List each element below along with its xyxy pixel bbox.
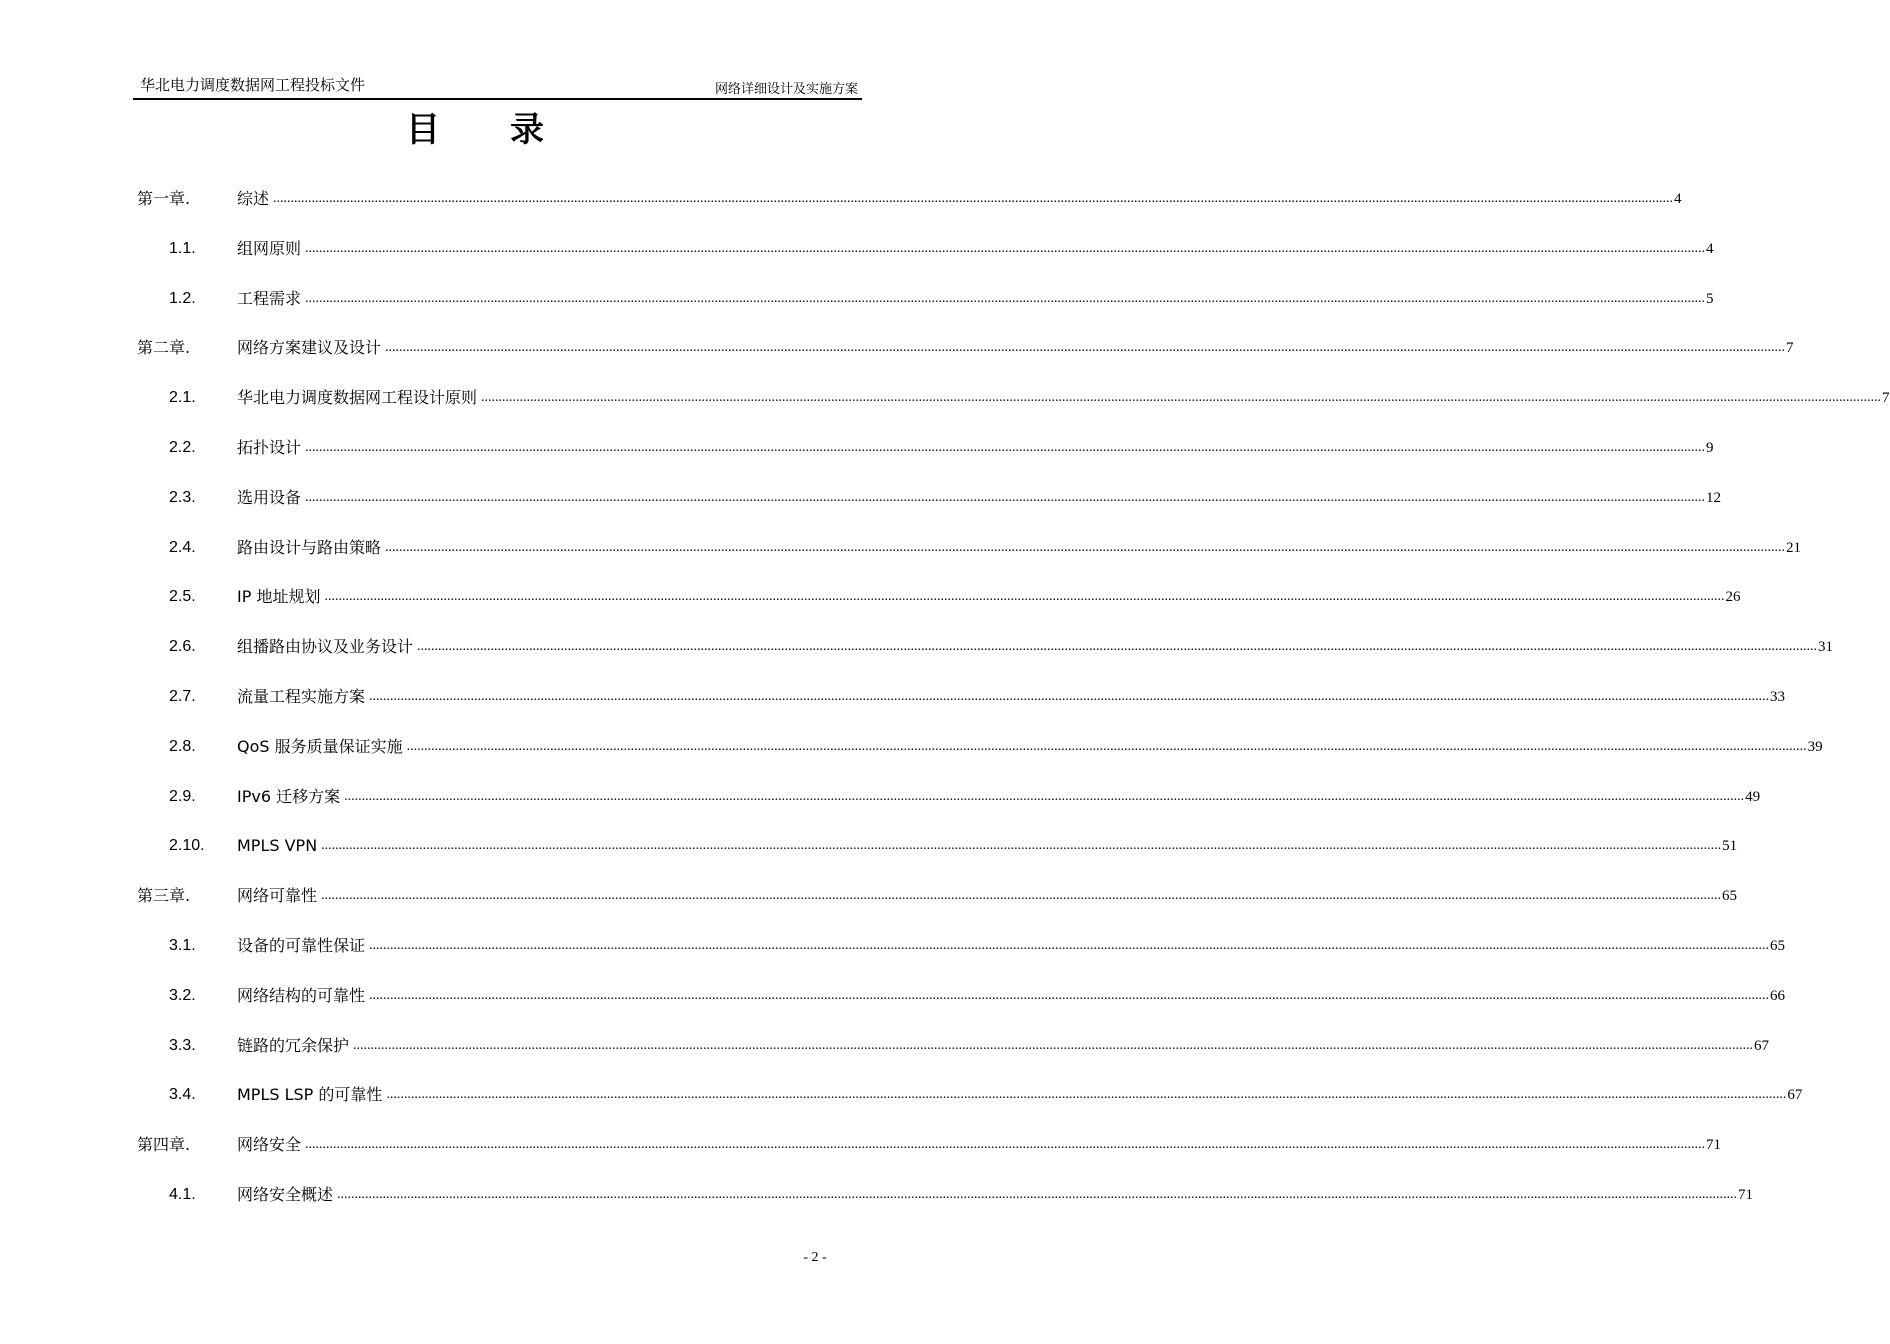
toc-leader-dots: ................................................................................................................................................................................................................................................................................................................................................................................................................ bbox=[385, 340, 1786, 356]
toc-leader-dots: ................................................................................................................................................................................................................................................................................................................................................................................................................ bbox=[305, 489, 1706, 505]
toc-leader-dots: ................................................................................................................................................................................................................................................................................................................................................................................................................ bbox=[481, 390, 1882, 406]
toc-entry-number: 第三章. bbox=[137, 886, 191, 906]
toc-entry-page: 7 bbox=[1882, 390, 1890, 407]
toc-title-char-2: 录 bbox=[510, 110, 544, 150]
toc-leader-dots: ................................................................................................................................................................................................................................................................................................................................................................................................................ bbox=[273, 191, 1674, 206]
toc-leader-dots: ................................................................................................................................................................................................................................................................................................................................................................................................................ bbox=[406, 738, 1807, 754]
toc-entry-page: 67 bbox=[1754, 1037, 1770, 1054]
toc-entry[interactable] bbox=[137, 881, 1738, 931]
header-divider bbox=[133, 98, 862, 100]
toc-entry-number: 3.3. bbox=[169, 1036, 196, 1054]
toc-entry[interactable] bbox=[137, 533, 1802, 583]
toc-entry-number: 4.1. bbox=[169, 1185, 196, 1203]
toc-leader-dots: ................................................................................................................................................................................................................................................................................................................................................................................................................ bbox=[305, 290, 1706, 306]
toc-entry-label: 流量工程实施方案 bbox=[237, 686, 366, 706]
toc-entry-number: 3.2. bbox=[169, 986, 196, 1004]
toc-entry[interactable] bbox=[137, 234, 1714, 284]
toc-leader-dots: ................................................................................................................................................................................................................................................................................................................................................................................................................ bbox=[385, 539, 1786, 555]
toc-leader-dots: ................................................................................................................................................................................................................................................................................................................................................................................................................ bbox=[369, 688, 1770, 704]
toc-leader-dots: ................................................................................................................................................................................................................................................................................................................................................................................................................ bbox=[305, 1137, 1706, 1153]
toc-entry[interactable] bbox=[137, 1130, 1722, 1180]
toc-entry-page: 49 bbox=[1745, 788, 1761, 805]
toc-entry-number: 3.1. bbox=[169, 936, 196, 954]
toc-entry[interactable] bbox=[137, 483, 1722, 533]
toc-entry-label: 综述 bbox=[237, 189, 270, 208]
toc-entry-number: 2.10. bbox=[169, 837, 205, 855]
toc-entry[interactable] bbox=[137, 981, 1786, 1031]
toc-entry-label: 工程需求 bbox=[237, 288, 302, 308]
toc-entry[interactable] bbox=[137, 1180, 1754, 1230]
toc-leader-dots: ................................................................................................................................................................................................................................................................................................................................................................................................................ bbox=[369, 937, 1770, 953]
toc-entry-page: 51 bbox=[1722, 838, 1738, 855]
table-of-contents bbox=[137, 184, 1890, 1230]
toc-entry[interactable] bbox=[137, 333, 1794, 383]
toc-entry-number: 2.4. bbox=[169, 538, 196, 556]
toc-entry-label: 组播路由协议及业务设计 bbox=[237, 637, 414, 657]
toc-entry-number: 3.4. bbox=[169, 1086, 196, 1104]
toc-leader-dots: ................................................................................................................................................................................................................................................................................................................................................................................................................ bbox=[344, 788, 1745, 804]
toc-entry-number: 第四章. bbox=[137, 1135, 191, 1155]
toc-leader-dots: ................................................................................................................................................................................................................................................................................................................................................................................................................ bbox=[369, 987, 1770, 1003]
toc-leader-dots: ................................................................................................................................................................................................................................................................................................................................................................................................................ bbox=[305, 240, 1706, 256]
toc-entry-label: IPv6 迁移方案 bbox=[237, 786, 341, 806]
toc-title bbox=[0, 102, 950, 151]
toc-entry-number: 第二章. bbox=[137, 338, 191, 358]
toc-entry-page: 31 bbox=[1818, 639, 1834, 656]
toc-entry-page: 9 bbox=[1706, 439, 1714, 456]
page-number: - 2 - bbox=[803, 1250, 827, 1265]
toc-entry-label: 华北电力调度数据网工程设计原则 bbox=[237, 388, 478, 408]
toc-entry[interactable] bbox=[137, 184, 1682, 234]
toc-entry-number: 1.1. bbox=[169, 239, 196, 257]
toc-entry-page: 5 bbox=[1706, 290, 1714, 307]
toc-entry-label: QoS 服务质量保证实施 bbox=[237, 736, 403, 756]
toc-entry-page: 7 bbox=[1786, 340, 1794, 357]
toc-entry[interactable] bbox=[137, 632, 1834, 682]
toc-entry-page: 66 bbox=[1770, 987, 1786, 1004]
toc-entry-label: 设备的可靠性保证 bbox=[237, 935, 366, 955]
toc-entry-page: 21 bbox=[1786, 539, 1802, 556]
toc-entry-label: 网络结构的可靠性 bbox=[237, 985, 366, 1005]
toc-entry-page: 26 bbox=[1725, 589, 1741, 606]
toc-leader-dots: ................................................................................................................................................................................................................................................................................................................................................................................................................ bbox=[321, 888, 1722, 904]
toc-entry-page: 65 bbox=[1770, 937, 1786, 954]
toc-entry[interactable] bbox=[137, 732, 1823, 782]
toc-entry-label: 网络方案建议及设计 bbox=[237, 338, 382, 358]
toc-entry-number: 2.5. bbox=[169, 588, 196, 606]
toc-entry-label: 链路的冗余保护 bbox=[237, 1035, 350, 1055]
toc-entry-page: 67 bbox=[1787, 1087, 1803, 1104]
toc-entry[interactable] bbox=[137, 931, 1786, 981]
toc-entry-label: 组网原则 bbox=[237, 238, 302, 258]
toc-entry[interactable] bbox=[137, 284, 1714, 334]
toc-entry-number: 2.8. bbox=[169, 737, 196, 755]
toc-entry-page: 4 bbox=[1706, 240, 1714, 257]
document-header-title: 华北电力调度数据网工程投标文件 bbox=[140, 76, 366, 94]
toc-entry[interactable] bbox=[137, 682, 1786, 732]
toc-entry-label: 网络可靠性 bbox=[237, 886, 318, 906]
toc-leader-dots: ................................................................................................................................................................................................................................................................................................................................................................................................................ bbox=[353, 1037, 1754, 1053]
toc-entry-number: 2.1. bbox=[169, 389, 196, 407]
toc-entry-page: 4 bbox=[1674, 191, 1682, 207]
toc-entry-number: 1.2. bbox=[169, 289, 196, 307]
toc-entry-page: 12 bbox=[1706, 489, 1722, 506]
toc-entry-number: 第一章. bbox=[137, 189, 191, 208]
toc-entry-page: 71 bbox=[1706, 1137, 1722, 1154]
toc-entry-label: 拓扑设计 bbox=[237, 437, 302, 457]
toc-entry-label: MPLS LSP 的可靠性 bbox=[237, 1085, 383, 1105]
toc-entry-page: 71 bbox=[1738, 1186, 1754, 1203]
toc-entry[interactable] bbox=[137, 782, 1761, 832]
toc-leader-dots: ................................................................................................................................................................................................................................................................................................................................................................................................................ bbox=[417, 639, 1818, 655]
toc-entry-page: 65 bbox=[1722, 888, 1738, 905]
toc-entry-label: 网络安全概述 bbox=[237, 1184, 334, 1204]
toc-entry-number: 2.3. bbox=[169, 488, 196, 506]
toc-entry[interactable] bbox=[137, 1080, 1803, 1130]
toc-title-char-1: 目 bbox=[406, 110, 440, 150]
toc-entry-number: 2.6. bbox=[169, 638, 196, 656]
toc-entry-label: 路由设计与路由策略 bbox=[237, 537, 382, 557]
toc-entry-label: 选用设备 bbox=[237, 487, 302, 507]
toc-entry-label: MPLS VPN bbox=[237, 836, 318, 856]
toc-entry[interactable] bbox=[137, 582, 1741, 632]
toc-leader-dots: ................................................................................................................................................................................................................................................................................................................................................................................................................ bbox=[305, 439, 1706, 455]
toc-entry-number: 2.7. bbox=[169, 687, 196, 705]
document-header-subtitle: 网络详细设计及实施方案 bbox=[714, 82, 858, 97]
toc-entry[interactable] bbox=[137, 831, 1738, 881]
toc-leader-dots: ................................................................................................................................................................................................................................................................................................................................................................................................................ bbox=[337, 1186, 1738, 1202]
toc-entry-page: 33 bbox=[1770, 688, 1786, 705]
toc-entry[interactable] bbox=[137, 383, 1890, 433]
toc-entry-label: 网络安全 bbox=[237, 1135, 302, 1155]
toc-entry-page: 39 bbox=[1807, 738, 1823, 755]
toc-entry-label: IP 地址规划 bbox=[237, 587, 321, 607]
toc-entry-number: 2.2. bbox=[169, 438, 196, 456]
toc-entry-number: 2.9. bbox=[169, 787, 196, 805]
toc-entry[interactable] bbox=[137, 433, 1714, 483]
toc-leader-dots: ................................................................................................................................................................................................................................................................................................................................................................................................................ bbox=[321, 838, 1722, 854]
toc-leader-dots: ................................................................................................................................................................................................................................................................................................................................................................................................................ bbox=[324, 589, 1725, 605]
toc-entry[interactable] bbox=[137, 1031, 1770, 1081]
toc-leader-dots: ................................................................................................................................................................................................................................................................................................................................................................................................................ bbox=[386, 1087, 1787, 1103]
